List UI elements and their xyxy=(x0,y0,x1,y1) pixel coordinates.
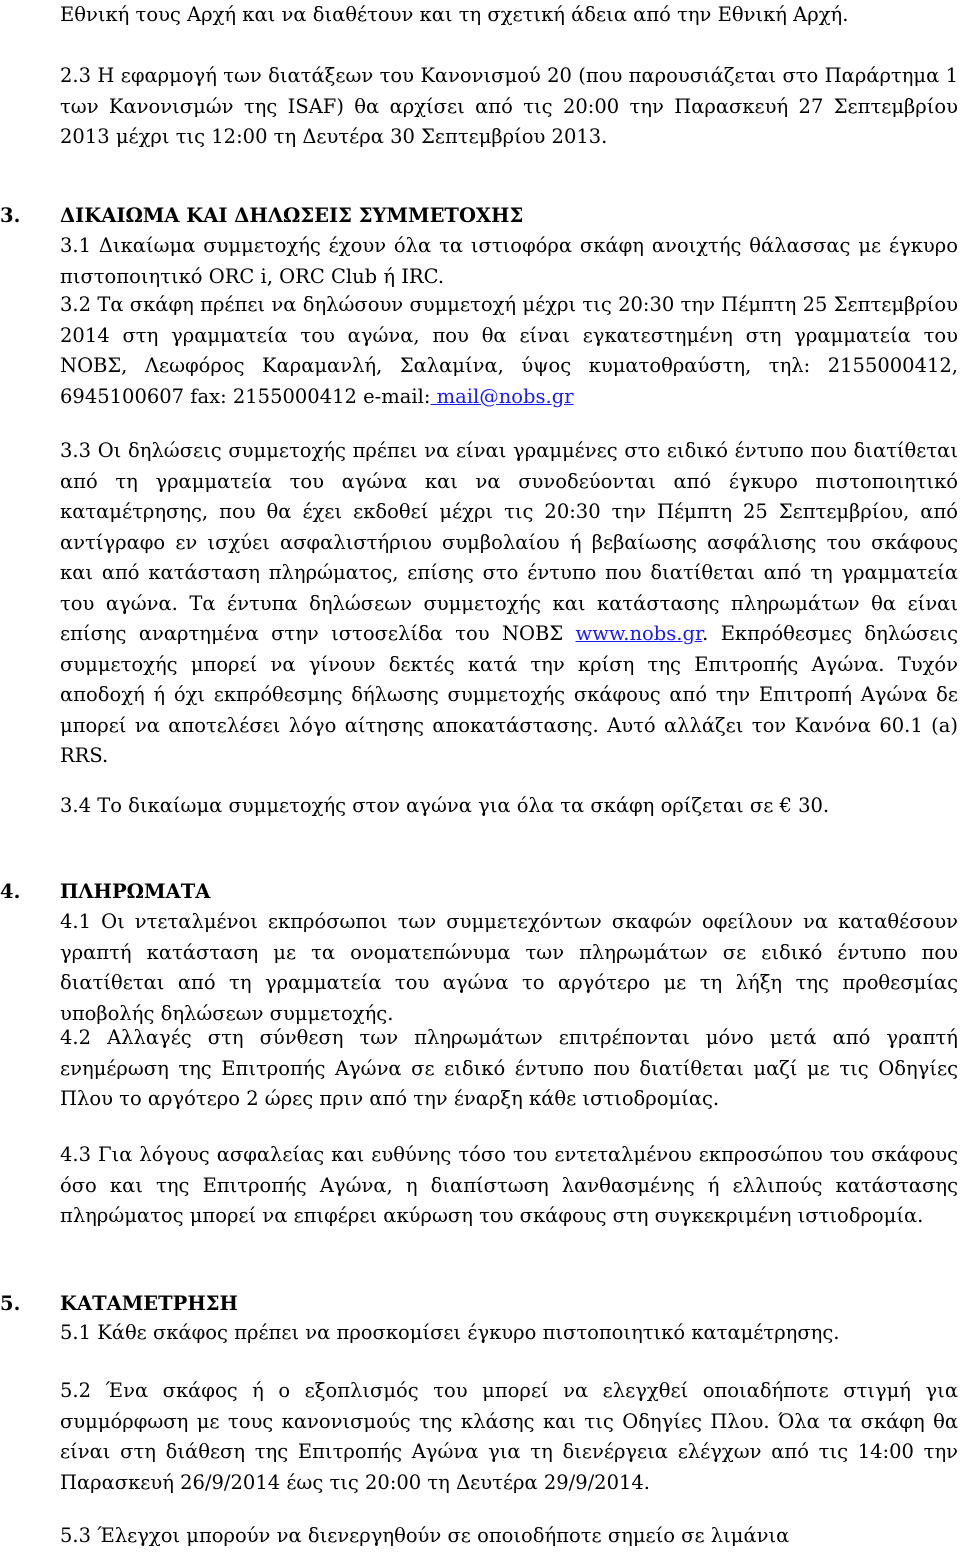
paragraph-5-1 xyxy=(60,1318,958,1349)
paragraph-3-3-text: 3.3 Οι δηλώσεις συμμετοχής πρέπει να είναι γραμμένες στο ειδικό έντυπο που διατίθεται από τη γραμματεία του αγώνα και να συνοδεύονται από έγκυρο πιστοποιητικό καταμέτρησης, που θα έχει εκδοθεί μέχρι τις 20:30 την Πέμπτη 25 Σεπτεμβρίου, από αντίγραφο εν ισχύει ασφαλιστήριου συμβολαίου ή βεβαίωσης ασφάλισης του σκάφους και από κατάσταση πληρώματος, επίσης στο έντυπο που διατίθεται από τη γραμματεία του αγώνα. Τα έντυπα δηλώσεων συμμετοχής και κατάστασης πληρωμάτων θα είναι επίσης αναρτημένα στην ιστοσελίδα του ΝΟΒΣ xyxy=(60,439,958,645)
section-4-title: ΠΛΗΡΩΜΑΤΑ xyxy=(60,880,211,903)
paragraph-5-3 xyxy=(60,1521,958,1552)
paragraph-4-3 xyxy=(60,1140,958,1232)
paragraph-3-4 xyxy=(60,791,958,822)
section-5-number: 5. xyxy=(0,1292,21,1315)
paragraph-4-1 xyxy=(60,907,958,1029)
paragraph-3-2 xyxy=(60,290,958,412)
paragraph-4-2 xyxy=(60,1023,958,1115)
section-5-title: ΚΑΤΑΜΕΤΡΗΣΗ xyxy=(60,1292,238,1315)
paragraph-2-3-text: 2.3 Η εφαρμογή των διατάξεων του Κανονισμού 20 (που παρουσιάζεται στο Παράρτημα 1 των Κανονισμών της ISAF) θα αρχίσει από τις 20:00 την Παρασκευή 27 Σεπτεμβρίου 2013 μέχρι τις 12:00 τη Δευτέρα 30 Σεπτεμβρίου 2013. xyxy=(60,64,958,148)
paragraph-3-4-text: 3.4 Το δικαίωμα συμμετοχής στον αγώνα για όλα τα σκάφη ορίζεται σε € 30. xyxy=(60,794,830,817)
paragraph-3-3 xyxy=(60,436,958,772)
paragraph-4-3-text: 4.3 Για λόγους ασφαλείας και ευθύνης τόσο του εντεταλμένου εκπροσώπου του σκάφους όσο και της Επιτροπής Αγώνα, η διαπίστωση λανθασμένης ή ελλιπούς κατάστασης πληρώματος μπορεί να επιφέρει ακύρωση του σκάφους στη συγκεκριμένη ιστιοδρομία. xyxy=(60,1143,958,1227)
paragraph-3-1 xyxy=(60,231,958,292)
paragraph-4-2-text: 4.2 Αλλαγές στη σύνθεση των πληρωμάτων επιτρέπονται μόνο μετά από γραπτή ενημέρωση της Επιτροπής Αγώνα σε ειδικό έντυπο που διατίθεται μαζί με τις Οδηγίες Πλου το αργότερο 2 ώρες πριν από την έναρξη κάθε ιστιοδρομίας. xyxy=(60,1026,958,1110)
section-3-number: 3. xyxy=(0,204,21,227)
section-4-heading xyxy=(0,877,210,908)
paragraph-2-3 xyxy=(60,61,958,153)
section-3-heading xyxy=(0,201,523,232)
paragraph-5-1-text: 5.1 Κάθε σκάφος πρέπει να προσκομίσει έγκυρο πιστοποιητικό καταμέτρησης. xyxy=(60,1321,840,1344)
paragraph-4-1-text: 4.1 Οι ντεταλμένοι εκπρόσωποι των συμμετεχόντων σκαφών οφείλουν να καταθέσουν γραπτή κατάσταση με τα ονοματεπώνυμα των πληρωμάτων σε ειδικό έντυπο που διατίθεται από τη γραμματεία του αγώνα το αργότερο με τη λήξη της προθεσμίας υποβολής δηλώσεων συμμετοχής. xyxy=(60,910,958,1025)
section-5-heading xyxy=(0,1289,238,1320)
paragraph-5-2-text: 5.2 Ένα σκάφος ή ο εξοπλισμός του μπορεί να ελεγχθεί οποιαδήποτε στιγμή για συμμόρφωση με τους κανονισμούς της κλάσης και τις Οδηγίες Πλου. Όλα τα σκάφη θα είναι στη διάθεση της Επιτροπής Αγώνα για τη διενέργεια ελέγχων από τις 14:00 την Παρασκευή 26/9/2014 έως τις 20:00 τη Δευτέρα 29/9/2014. xyxy=(60,1379,958,1494)
section-4-number: 4. xyxy=(0,880,21,903)
intro-line: Εθνική τους Αρχή και να διαθέτουν και τη σχετική άδεια από την Εθνική Αρχή. xyxy=(60,3,849,26)
intro-paragraph xyxy=(60,0,958,31)
email-link[interactable]: mail@nobs.gr xyxy=(430,384,574,408)
paragraph-5-3-text: 5.3 Έλεγχοι μπορούν να διενεργηθούν σε οποιοδήποτε σημείο σε λιμάνια xyxy=(60,1524,790,1547)
paragraph-5-2 xyxy=(60,1376,958,1498)
website-link[interactable]: www.nobs.gr xyxy=(575,622,703,645)
paragraph-3-2-text: 3.2 Τα σκάφη πρέπει να δηλώσουν συμμετοχή μέχρι τις 20:30 την Πέμπτη 25 Σεπτεμβρίου 2014 στη γραμματεία του αγώνα, που θα είναι εγκατεστημένη στη γραμματεία του ΝΟΒΣ, Λεωφόρος Καραμανλή, Σαλαμίνα, ύψος κυματοθραύστη, τηλ: 2155000412, 6945100607 fax: 2155000412 e-mail: xyxy=(60,293,958,408)
paragraph-3-1-text: 3.1 Δικαίωμα συμμετοχής έχουν όλα τα ιστιοφόρα σκάφη ανοιχτής θάλασσας με έγκυρο πιστοποιητικό ORC i, ORC Club ή IRC. xyxy=(60,234,958,288)
section-3-title: ΔΙΚΑΙΩΜΑ ΚΑΙ ΔΗΛΩΣΕΙΣ ΣΥΜΜΕΤΟΧΗΣ xyxy=(60,204,524,227)
paragraph-3-3-rest: . Εκπρόθεσμες δηλώσεις συμμετοχής μπορεί να γίνουν δεκτές κατά την κρίση της Επιτροπής Αγώνα. Τυχόν αποδοχή ή όχι εκπρόθεσμης δήλωσης συμμετοχής σκάφους από την Επιτροπή Αγώνα δε μπορεί να αποτελέσει λόγο αίτησης αποκατάστασης. Αυτό αλλάζει τον Κανόνα 60.1 (a) RRS. xyxy=(60,622,958,767)
